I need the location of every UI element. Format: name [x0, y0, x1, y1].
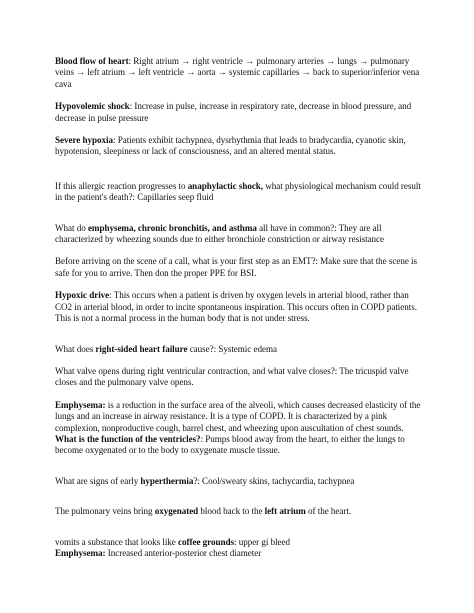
question-answer-text: Before arriving on the scene of a call, what is your first step as an EMT?: Make sure that the scene is safe for you to arrive. Then don the proper PPE for BSI.	[55, 256, 418, 278]
term-hypovolemic-shock: Hypovolemic shock	[55, 101, 130, 112]
term-anaphylactic-shock: anaphylactic shock,	[187, 180, 264, 191]
definition-hypoxic-drive: : This occurs when a patient is driven by oxygen levels in arterial blood, rather than CO2 in arterial blood, in order to incite spontaneous inspiration. This occurs often in COPD patients. This is not a normal process in the human body that is not under stress.	[55, 290, 417, 324]
question-text: If this allergic reaction progresses to	[55, 180, 188, 191]
term-blood-flow-of-heart: Blood flow of heart	[55, 56, 129, 66]
statement-text: of the heart.	[305, 506, 352, 517]
paragraph-valves	[55, 366, 427, 389]
answer-text: cause?: Systemic edema	[187, 343, 277, 354]
paragraph-severe-hypoxia	[55, 135, 427, 158]
paragraph-pulmonary-veins	[55, 506, 427, 517]
term-emphysema: Emphysema:	[55, 399, 106, 410]
paragraph-hyperthermia	[55, 476, 427, 487]
question-text: What are signs of early	[55, 475, 141, 486]
definition-severe-hypoxia: : Patients exhibit tachypnea, dysrhythmia that leads to bradycardia, cyanotic skin, hypotension, sleepiness or lack of consciousness, and an altered mental status.	[55, 135, 406, 157]
paragraph-ventricles-function	[55, 434, 427, 457]
term-left-atrium: left atrium	[264, 506, 306, 517]
question-text: What do	[55, 222, 88, 233]
document-page	[55, 56, 427, 559]
term-severe-hypoxia: Severe hypoxia	[55, 135, 113, 146]
term-hypoxic-drive: Hypoxic drive	[55, 290, 110, 301]
paragraph-emphysema-definition	[55, 400, 427, 434]
definition-blood-flow-of-heart: : Right atrium → right ventricle → pulmonary arteries → lungs → pulmonary veins → left atrium → left ventricle → aorta → systemic capillaries → back to superior/inferior vena cava	[55, 56, 420, 89]
answer-text: ?: Cool/sweaty skins, tachycardia, tachypnea	[193, 475, 355, 486]
term-hyperthermia: hyperthermia	[140, 475, 194, 486]
answer-text: all have in common?: They are all characterized by wheezing sounds due to either bronchiole constriction or airway resistance	[55, 222, 385, 245]
answer-text: : upper gi bleed	[234, 536, 291, 547]
definition-emphysema-chest: Increased anterior-posterior chest diameter	[105, 547, 262, 558]
answer-text: what physiological mechanism could result in the patient's death?: Capillaries seep fluid	[55, 180, 421, 203]
term-emphysema-bronchitis-asthma: emphysema, chronic bronchitis, and asthma	[87, 222, 257, 233]
paragraph-right-heart-failure	[55, 344, 427, 355]
term-emphysema: Emphysema:	[55, 547, 106, 558]
term-right-sided-heart-failure: right-sided heart failure	[95, 343, 188, 354]
statement-text: blood back to the	[198, 506, 265, 517]
definition-emphysema: is a reduction in the surface area of the alveoli, which causes decreased elasticity of the lungs and an increase in airway resistance. It is a type of COPD. It is characterized by a pink complexion, nonproductive cough, barrel chest, and wheezing upon auscultation of chest sounds.	[55, 399, 421, 433]
paragraph-hypovolemic-shock	[55, 101, 427, 124]
statement-text: The pulmonary veins bring	[55, 506, 155, 517]
paragraph-anaphylactic-shock	[55, 181, 427, 204]
question-text: What does	[55, 343, 96, 354]
paragraph-scene-safety	[55, 256, 427, 279]
definition-hypovolemic-shock: : Increase in pulse, increase in respiratory rate, decrease in blood pressure, and decrease in pulse pressure	[55, 101, 412, 123]
question-answer-text: What valve opens during right ventricular contraction, and what valve closes?: The tricuspid valve closes and the pulmonary valve opens.	[55, 365, 409, 388]
term-oxygenated: oxygenated	[154, 506, 199, 517]
paragraph-wheezing-conditions	[55, 223, 427, 246]
term-ventricles-function: What is the function of the ventricles?	[55, 433, 201, 444]
question-text: vomits a substance that looks like	[55, 536, 179, 547]
paragraph-emphysema-chest	[55, 548, 427, 559]
paragraph-blood-flow	[55, 56, 427, 90]
term-coffee-grounds: coffee grounds	[178, 536, 234, 547]
definition-ventricles-function: : Pumps blood away from the heart, to either the lungs to become oxygenated or to the body to oxygenate muscle tissue.	[55, 433, 405, 456]
paragraph-hypoxic-drive	[55, 290, 427, 324]
paragraph-coffee-grounds	[55, 537, 427, 548]
